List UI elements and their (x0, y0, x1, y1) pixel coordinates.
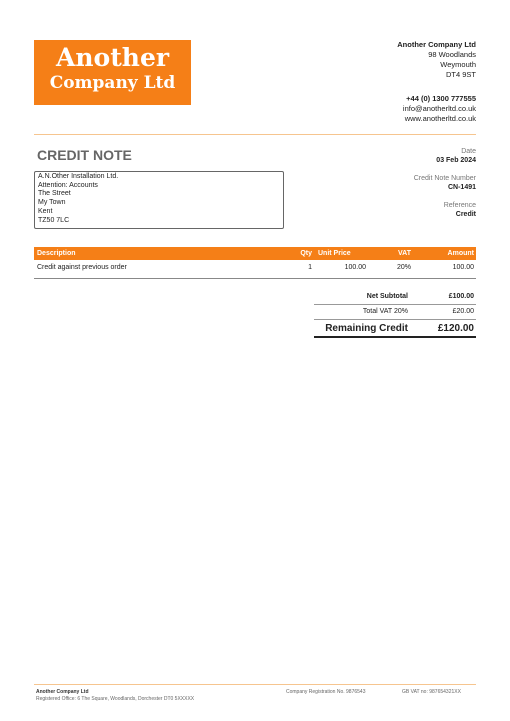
row-unit-price: 100.00 (344, 263, 366, 271)
remaining-value: £120.00 (437, 323, 474, 334)
date-value: 03 Feb 2024 (436, 157, 476, 164)
company-logo (34, 40, 191, 105)
header-description: Description (37, 250, 76, 257)
recipient-line: A.N.Other Installation Ltd. (38, 173, 119, 180)
row-description: Credit against previous order (37, 263, 127, 271)
subtotal-label: Net Subtotal (366, 293, 408, 300)
logo-line-2: Company Ltd (49, 73, 176, 93)
company-email[interactable]: info@anotherltd.co.uk (402, 104, 476, 113)
subtotal-row (314, 290, 476, 305)
vat-value: £20.00 (452, 308, 474, 315)
line-items-table (34, 247, 476, 279)
remaining-label: Remaining Credit (325, 323, 408, 334)
company-contact (403, 94, 476, 124)
header-amount: Amount (447, 250, 474, 257)
recipient-line: Kent (38, 207, 53, 215)
row-amount: 100.00 (452, 263, 474, 271)
row-vat: 20% (396, 263, 411, 271)
footer-registered-office: Registered Office: 6 The Square, Woodlands, Dorchester DT0 5XXXXX (36, 696, 195, 702)
recipient-line: Attention: Accounts (38, 181, 98, 189)
footer-divider (34, 684, 476, 685)
company-name: Another Company Ltd (397, 40, 476, 49)
recipient-address-box (34, 171, 284, 229)
recipient-line: TZ50 7LC (38, 216, 70, 224)
company-phone: +44 (0) 1300 777555 (406, 94, 476, 103)
totals-block (314, 290, 476, 338)
header-qty: Qty (300, 250, 312, 257)
table-row (34, 260, 476, 279)
subtotal-value: £100.00 (448, 293, 474, 300)
number-value: CN-1491 (447, 184, 476, 191)
header-vat: VAT (398, 250, 411, 257)
recipient-line: My Town (38, 199, 66, 207)
company-address-line: Weymouth (440, 60, 476, 69)
company-address-line: 98 Woodlands (428, 50, 476, 59)
header-divider (34, 134, 476, 135)
reference-value: Credit (455, 211, 476, 218)
company-address (397, 40, 476, 80)
table-header (34, 247, 476, 260)
number-label: Credit Note Number (413, 175, 476, 182)
document-title: CREDIT NOTE (37, 147, 132, 163)
company-address-line: DT4 9ST (445, 70, 476, 79)
number-block (414, 174, 476, 192)
vat-label: Total VAT 20% (362, 308, 408, 315)
recipient-line: The Street (38, 190, 71, 198)
vat-row (314, 305, 476, 320)
footer-company-name: Another Company Ltd (36, 689, 89, 695)
company-website[interactable]: www.anotherltd.co.uk (404, 114, 476, 123)
remaining-credit-row (314, 320, 476, 338)
footer-company (36, 689, 194, 703)
reference-block (444, 201, 476, 219)
footer-registration: Company Registration No. 9876543 (286, 689, 366, 695)
logo-line-1: Another (55, 43, 170, 72)
footer-vat-number: GB VAT no: 987654321XX (402, 689, 461, 695)
date-block (436, 147, 476, 165)
reference-label: Reference (443, 202, 476, 209)
date-label: Date (461, 148, 476, 155)
header-unit-price: Unit Price (318, 250, 351, 257)
row-qty: 1 (308, 263, 312, 271)
